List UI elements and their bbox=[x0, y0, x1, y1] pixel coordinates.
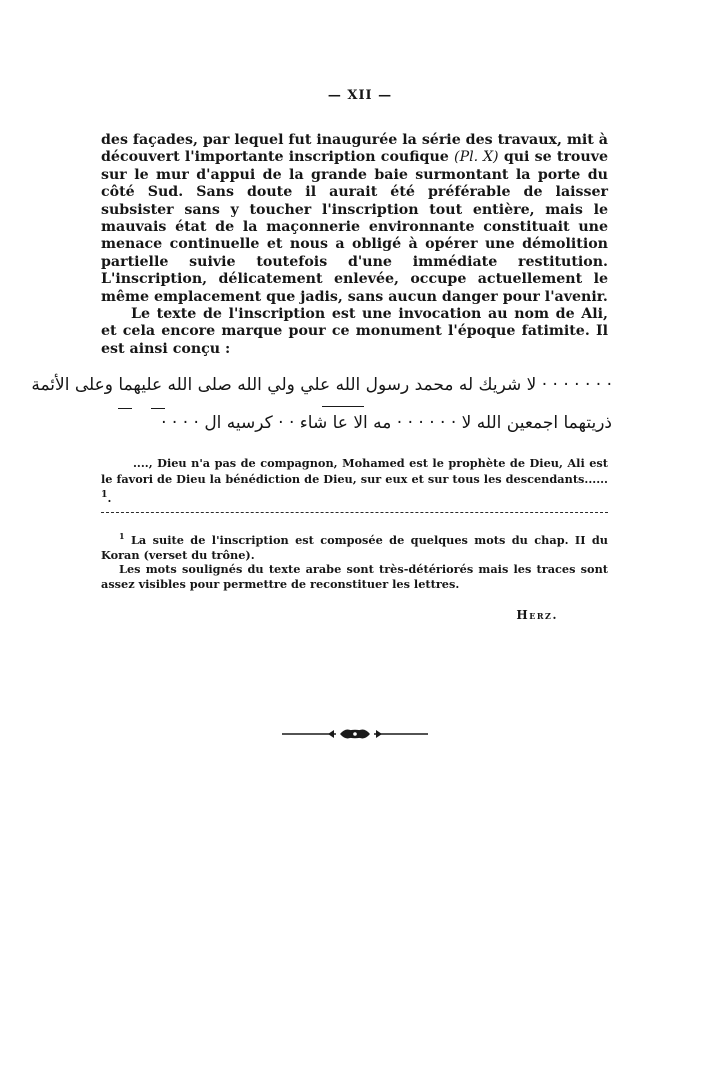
footnote-reference: 1 bbox=[101, 489, 108, 500]
paragraph-inscription-intro: Le texte de l'inscription est une invocation au nom de Ali, et cela encore marque pour ce monument l'époque fatimite. Il est ainsi conçu : bbox=[101, 306, 608, 357]
translation-text bbox=[101, 456, 608, 506]
paragraph-facades-text-2: qui se trouve sur le mur d'appui de la grande baie surmontant la porte du côté Sud. Sans doute il aurait été préférable de laisser subsister sans y toucher l'inscription tout entière, mais le mauvais état de la maçonnerie environnante constituait une menace continuelle et nous a obligé à opérer une démolition partielle suivie toutefois d'une immédiate restitution. L'inscription, délicatement enlevée, occupe actuellement le même emplacement que jadis, sans aucun danger pour l'avenir. bbox=[101, 149, 608, 305]
paragraph-facades-text-1: des façades, par lequel fut inaugurée la série des travaux, mit à découvert l'importante inscription coufique bbox=[101, 132, 608, 166]
arabic-inscription-line-2: ذريتهما اجمعين الله لا · · · · · · مه الا عا شاء · · كرسيه ال · · · · bbox=[161, 413, 612, 433]
footnote-2: Les mots soulignés du texte arabe sont très-détériorés mais les traces sont assez visibles pour permettre de reconstituer les lettres. bbox=[101, 562, 608, 592]
footnote-1 bbox=[101, 529, 608, 562]
ornament-divider-icon bbox=[280, 724, 430, 744]
footnote-separator bbox=[101, 512, 608, 513]
translation-body: ...., Dieu n'a pas de compagnon, Mohamed est le prophète de Dieu, Ali est le favori de Dieu la bénédiction de Dieu, sur eux et sur tous les descendants...... bbox=[101, 456, 608, 486]
footnote-1-mark: 1 bbox=[119, 531, 125, 541]
footnote-1-text: La suite de l'inscription est composée de quelques mots du chap. II du Koran (verset du trône). bbox=[101, 532, 609, 562]
footnotes bbox=[101, 529, 608, 592]
page-number: — XII — bbox=[327, 88, 393, 103]
author-signature: Herz. bbox=[516, 608, 558, 622]
main-text bbox=[101, 132, 608, 358]
damaged-word-underline bbox=[118, 408, 132, 409]
arabic-inscription-line-1: · · · · · · · لا شريك له محمد رسول الله علي ولي الله صلى الله عليهما وعلى الأئمة bbox=[31, 375, 612, 395]
arabic-inscription bbox=[31, 366, 612, 442]
damaged-word-underline bbox=[322, 406, 364, 407]
french-translation bbox=[101, 456, 608, 506]
damaged-word-underline bbox=[151, 408, 165, 409]
paragraph-facades bbox=[101, 132, 608, 306]
plate-reference: (Pl. X) bbox=[454, 149, 499, 166]
translation-end: . bbox=[107, 490, 112, 505]
